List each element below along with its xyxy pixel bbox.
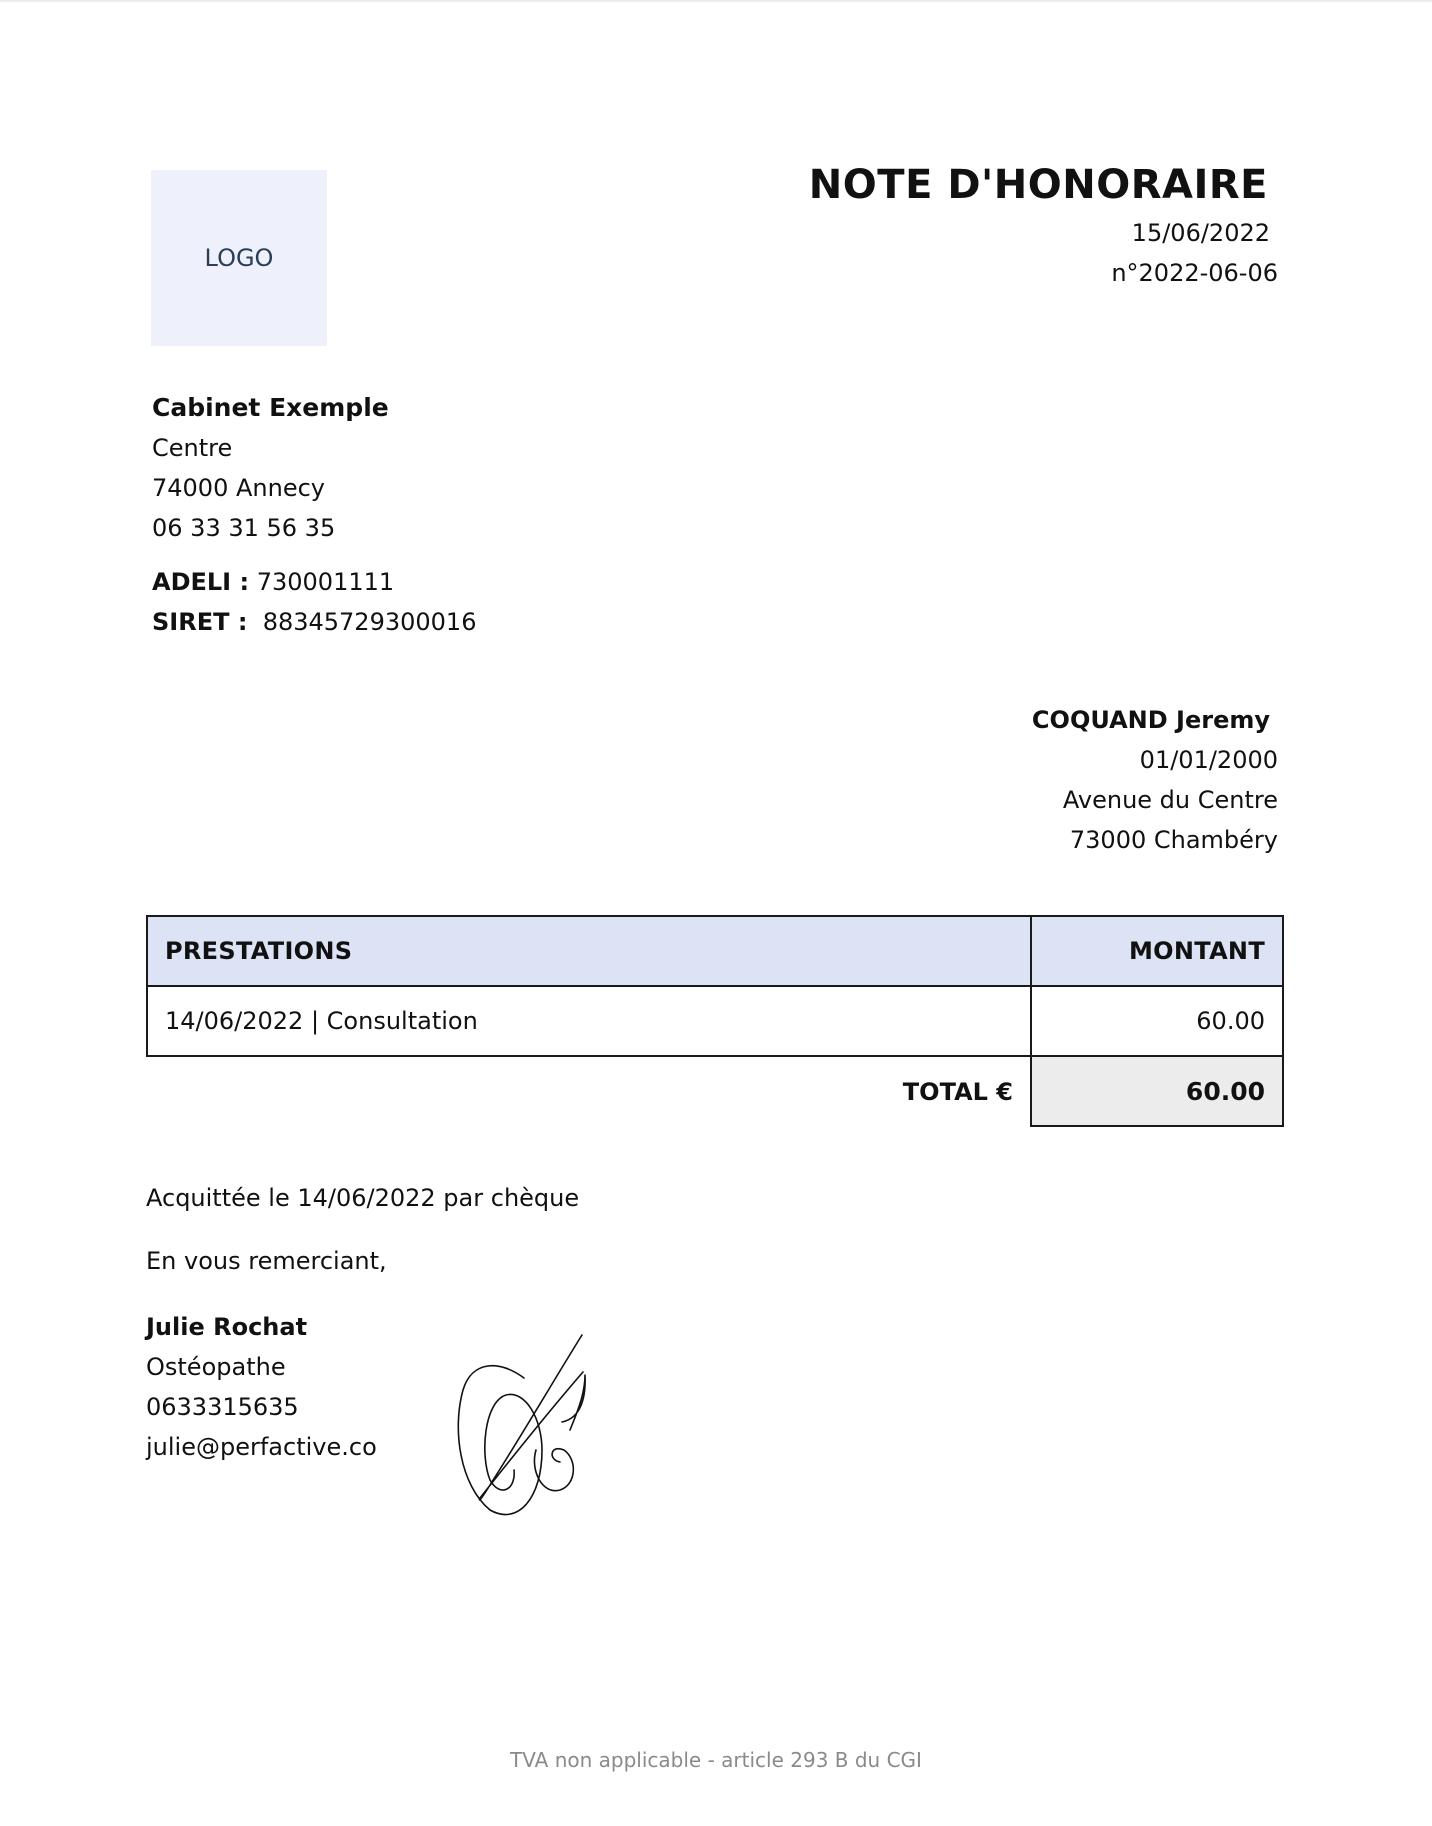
document-number: n°2022-06-06 bbox=[1111, 259, 1278, 287]
service-amount: 60.00 bbox=[1031, 986, 1283, 1056]
logo-text: LOGO bbox=[204, 244, 274, 272]
table-header-row bbox=[147, 916, 1283, 986]
total-label: TOTAL € bbox=[902, 1077, 1013, 1106]
adeli-label: ADELI : bbox=[152, 568, 250, 596]
patient-address-line2: 73000 Chambéry bbox=[1069, 826, 1278, 854]
total-value: 60.00 bbox=[1031, 1056, 1283, 1126]
document-title: NOTE D'HONORAIRE bbox=[808, 162, 1268, 208]
signer-role: Ostéopathe bbox=[146, 1353, 286, 1381]
logo-placeholder bbox=[151, 170, 327, 346]
patient-birth-date: 01/01/2000 bbox=[1139, 746, 1278, 774]
signer-name: Julie Rochat bbox=[146, 1313, 308, 1341]
practice-phone: 06 33 31 56 35 bbox=[152, 514, 336, 542]
siret-value: 88345729300016 bbox=[262, 608, 477, 636]
practice-address-line2: 74000 Annecy bbox=[152, 474, 325, 502]
services-table bbox=[146, 915, 1284, 1127]
adeli-row bbox=[152, 562, 476, 602]
vat-notice: TVA non applicable - article 293 B du CGI bbox=[510, 1748, 922, 1772]
patient-name: COQUAND Jeremy bbox=[1031, 706, 1270, 734]
practice-name: Cabinet Exemple bbox=[152, 393, 389, 422]
service-description: 14/06/2022 | Consultation bbox=[147, 986, 1031, 1056]
practice-address-line1: Centre bbox=[152, 434, 233, 462]
patient-address-line1: Avenue du Centre bbox=[1062, 786, 1278, 814]
payment-note: Acquittée le 14/06/2022 par chèque bbox=[146, 1184, 580, 1212]
column-header-services: PRESTATIONS bbox=[147, 916, 1031, 986]
signer-email: julie@perfactive.co bbox=[146, 1433, 377, 1461]
signer-phone: 0633315635 bbox=[146, 1393, 299, 1421]
table-row bbox=[147, 986, 1283, 1056]
document-date: 15/06/2022 bbox=[1131, 219, 1270, 247]
column-header-amount: MONTANT bbox=[1031, 916, 1283, 986]
page-top-edge bbox=[0, 0, 1432, 3]
practice-block bbox=[152, 388, 389, 548]
practice-identifiers bbox=[152, 562, 476, 642]
closing-text: En vous remerciant, bbox=[146, 1247, 387, 1275]
adeli-value: 730001111 bbox=[256, 568, 395, 596]
siret-label: SIRET : bbox=[152, 608, 248, 636]
siret-row bbox=[152, 602, 476, 642]
handwritten-signature bbox=[450, 1320, 650, 1530]
total-row bbox=[147, 1056, 1283, 1126]
signer-block bbox=[146, 1307, 377, 1467]
patient-block bbox=[1032, 700, 1278, 860]
